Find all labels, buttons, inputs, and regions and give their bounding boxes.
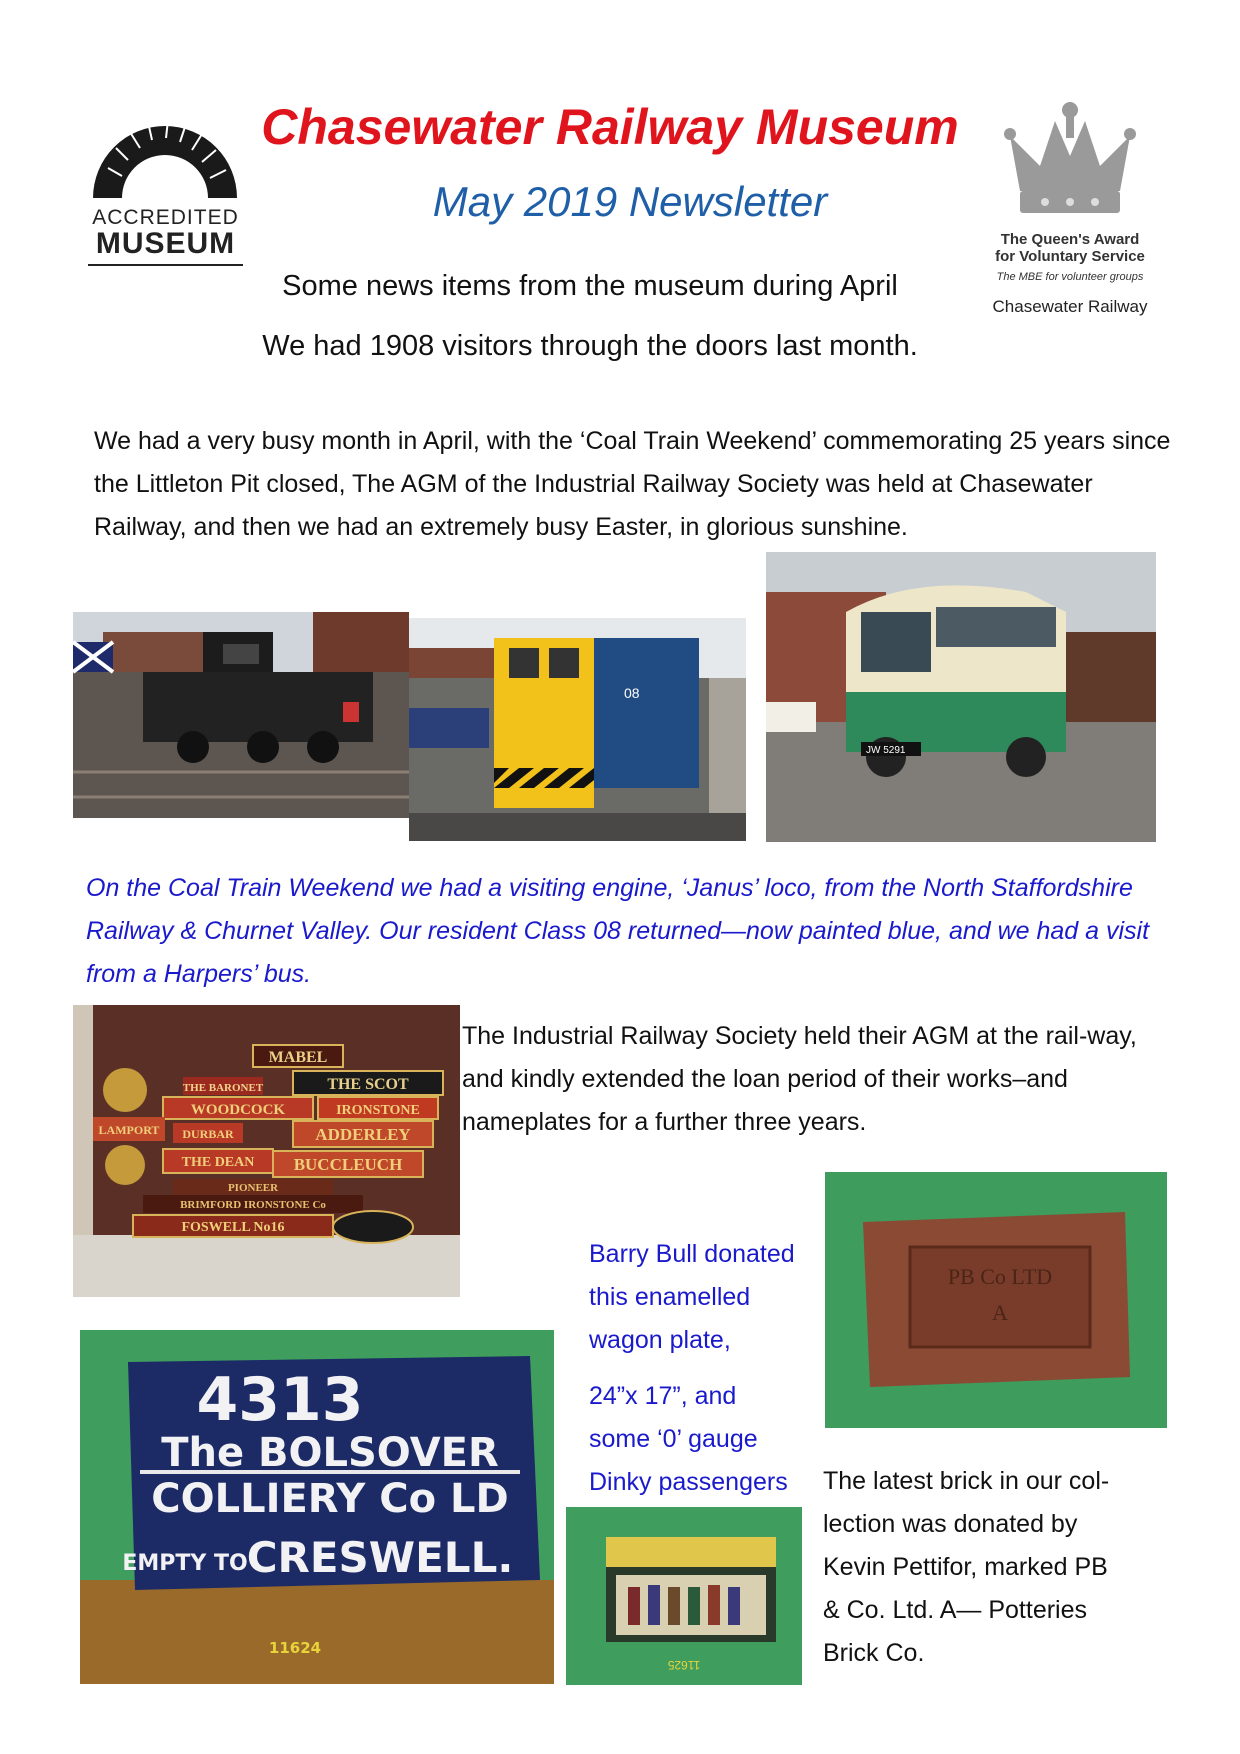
plate-bolsover: The BOLSOVER [161, 1430, 499, 1476]
barry-line-2: this enamelled [589, 1283, 751, 1311]
museum-label: MUSEUM [95, 227, 236, 260]
barry-line-3: wagon plate, [589, 1326, 731, 1354]
brick-stamp: PB Co LTD [947, 1264, 1053, 1289]
plate-creswell: CRESWELL. [246, 1533, 514, 1582]
plate-woodcock: WOODCOCK [190, 1102, 286, 1118]
plate-the-scot: THE SCOT [327, 1076, 409, 1093]
brick-line-2: lection was donated by [823, 1510, 1078, 1538]
photo-harpers-bus [766, 552, 1156, 842]
award-line-1: The Queen's Award [1000, 231, 1140, 248]
dinky-tag: 11625 [667, 1658, 701, 1672]
plate-colliery: COLLIERY Co LD [151, 1476, 509, 1522]
intro-line-2: We had 1908 visitors through the doors last month. [262, 330, 918, 362]
brick-line-3: Kevin Pettifor, marked PB [823, 1553, 1108, 1581]
barry-line-1: Barry Bull donated [589, 1240, 795, 1268]
plate-lamport: LAMPORT [98, 1123, 160, 1137]
page-title: Chasewater Railway Museum [261, 99, 959, 155]
photo-wagon-plate [80, 1330, 554, 1684]
wagon-plate-tag: 11624 [268, 1639, 322, 1657]
crown-icon [1000, 96, 1140, 226]
plate-pioneer: PIONEER [227, 1182, 279, 1194]
brick-letter: A [992, 1300, 1008, 1325]
barry-line-4: 24”x 17”, and [589, 1382, 737, 1410]
page-subtitle: May 2019 Newsletter [432, 178, 828, 225]
plate-baronet: THE BARONET [182, 1082, 264, 1094]
brick-line-1: The latest brick in our col- [823, 1467, 1110, 1495]
award-line-3: The MBE for volunteer groups [996, 271, 1144, 283]
plate-brimford: BRIMFORD IRONSTONE Co [180, 1199, 326, 1211]
queens-award-logo [985, 96, 1155, 336]
plate-number: 4313 [196, 1365, 364, 1435]
museum-arc-icon [88, 108, 243, 203]
barry-bull-caption [589, 1233, 829, 1504]
photo-nameplates [73, 1005, 460, 1297]
plate-foswell: FOSWELL No16 [181, 1220, 285, 1235]
photo-class08-loco [409, 618, 746, 841]
plate-mabel: MABEL [268, 1049, 328, 1066]
bus-plate: JW 5291 [866, 745, 906, 756]
plate-empty-to: EMPTY TO [122, 1551, 248, 1576]
barry-line-6: Dinky passengers [589, 1468, 788, 1496]
brick-line-4: & Co. Ltd. A— Potteries [823, 1596, 1088, 1624]
plate-buccleuch: BUCCLEUCH [293, 1155, 403, 1174]
accredited-museum-logo [88, 108, 243, 258]
paragraph-coal-train: On the Coal Train Weekend we had a visiting engine, ‘Janus’ loco, from the North Staffordshire Railway & Churnet Valley. Our resident Class 08 returned—now painted blue, and we had a visit from a Harpers’ bus. [86, 874, 1150, 988]
photo-janus-loco [73, 612, 409, 818]
plate-ironstone: IRONSTONE [336, 1103, 420, 1118]
accredited-label: ACCREDITED [92, 206, 239, 229]
paragraph-april: We had a very busy month in April, with the ‘Coal Train Weekend’ commemorating 25 years since the Littleton Pit closed, The AGM of the Industrial Railway Society was held at Chasewater Railway, and then we had an extremely busy Easter, in glorious sunshine. [94, 427, 1171, 541]
paragraph-irs: The Industrial Railway Society held their AGM at the rail-way, and kindly extended the loan period of their works–and nameplates for a further three years. [462, 1022, 1137, 1136]
intro-line-1: Some news items from the museum during April [282, 270, 898, 302]
brick-caption [823, 1460, 1153, 1675]
class08-number: 08 [624, 685, 640, 701]
brick-line-5: Brick Co. [823, 1639, 925, 1667]
plate-adderley: ADDERLEY [315, 1125, 411, 1144]
plate-the-dean: THE DEAN [181, 1155, 255, 1170]
photo-dinky-passengers [566, 1507, 802, 1685]
award-line-2: for Voluntary Service [995, 248, 1145, 265]
photo-brick [825, 1172, 1167, 1428]
plate-durbar: DURBAR [182, 1127, 234, 1141]
barry-line-5: some ‘0’ gauge [589, 1425, 758, 1453]
award-caption: Chasewater Railway [992, 297, 1148, 316]
